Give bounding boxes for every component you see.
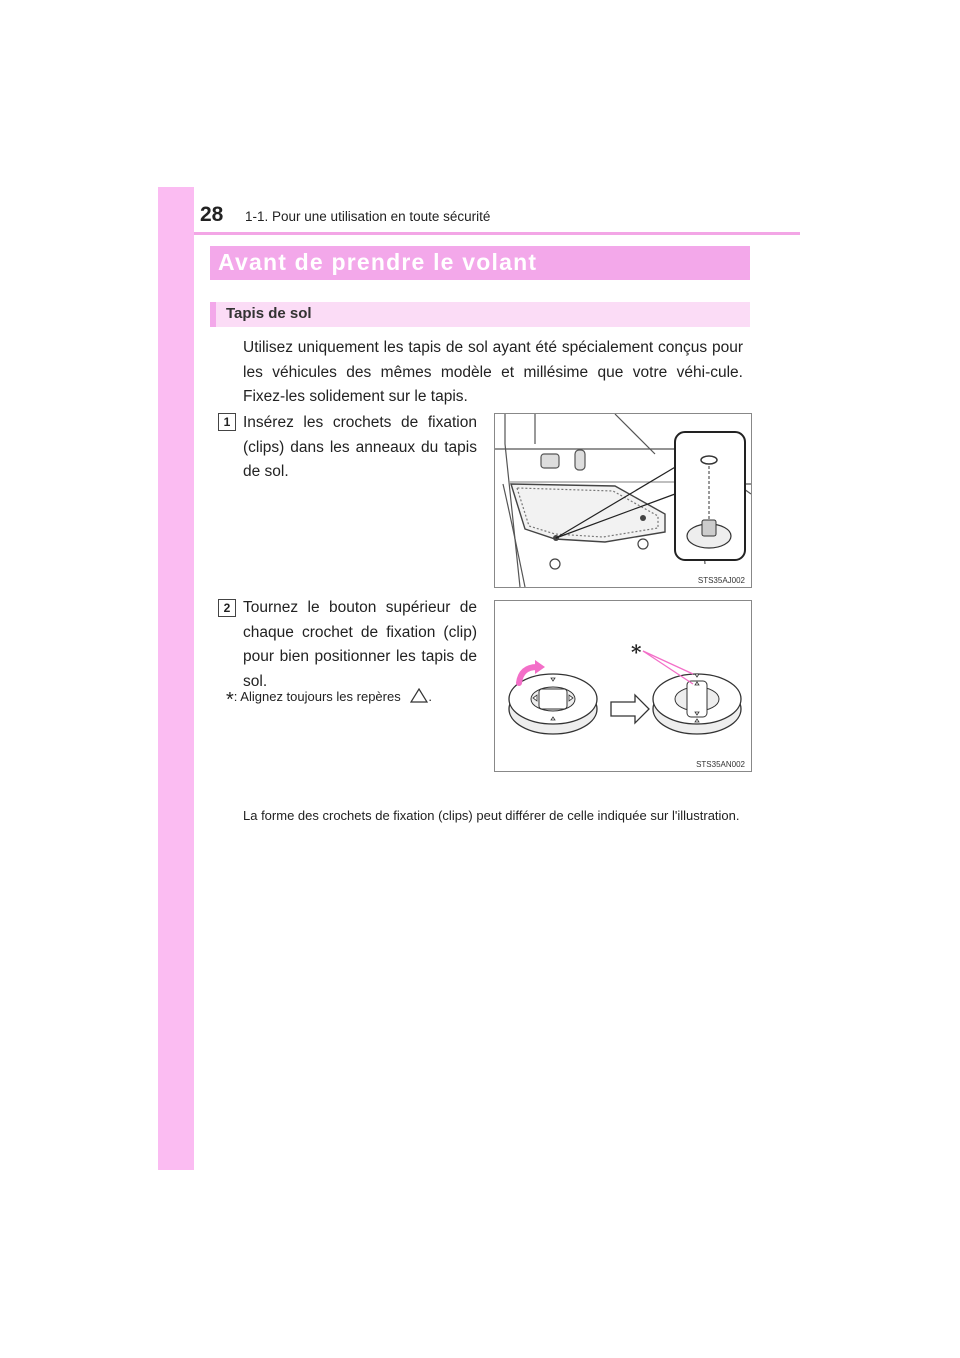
header-divider <box>194 232 800 235</box>
triangle-marker-icon <box>410 688 428 703</box>
figure-marker: * <box>631 640 642 664</box>
subtitle: Tapis de sol <box>226 305 312 322</box>
step-text-1: Insérez les crochets de fixation (clips) dans les anneaux du tapis de sol. <box>243 414 477 480</box>
section-title: 1-1. Pour une utilisation en toute sécurité <box>245 209 491 224</box>
floor-mat-figure <box>494 413 752 588</box>
note-text: : Alignez toujours les repères <box>233 689 401 704</box>
intro-paragraph: Utilisez uniquement les tapis de sol ayant été spécialement conçus pour les véhicules des mêmes modèle et millésime que votre véhi-cule. Fixez-les solidement sur le tapis. <box>243 339 743 405</box>
page-number: 28 <box>200 203 224 226</box>
chapter-title-bar <box>210 246 750 280</box>
subtitle-bar <box>210 302 750 327</box>
note-end: . <box>428 689 432 704</box>
clip-rotation-illustration <box>495 601 751 771</box>
step-text-2: Tournez le bouton supérieur de chaque crochet de fixation (clip) pour bien positionner les tapis de sol. <box>243 599 477 690</box>
note-star: * <box>226 689 234 711</box>
figure-code: STS35AJ002 <box>697 576 745 585</box>
chapter-title: Avant de prendre le volant <box>218 249 538 275</box>
figure-code: STS35AN002 <box>696 760 745 769</box>
step-number-1: 1 <box>218 413 236 431</box>
side-band <box>158 187 194 1170</box>
step-number-2: 2 <box>218 599 236 617</box>
clip-rotation-figure <box>494 600 752 772</box>
note <box>226 688 432 712</box>
floor-mat-illustration <box>495 414 751 587</box>
footnote: La forme des crochets de fixation (clips) peut différer de celle indiquée sur l'illustration. <box>243 808 740 823</box>
